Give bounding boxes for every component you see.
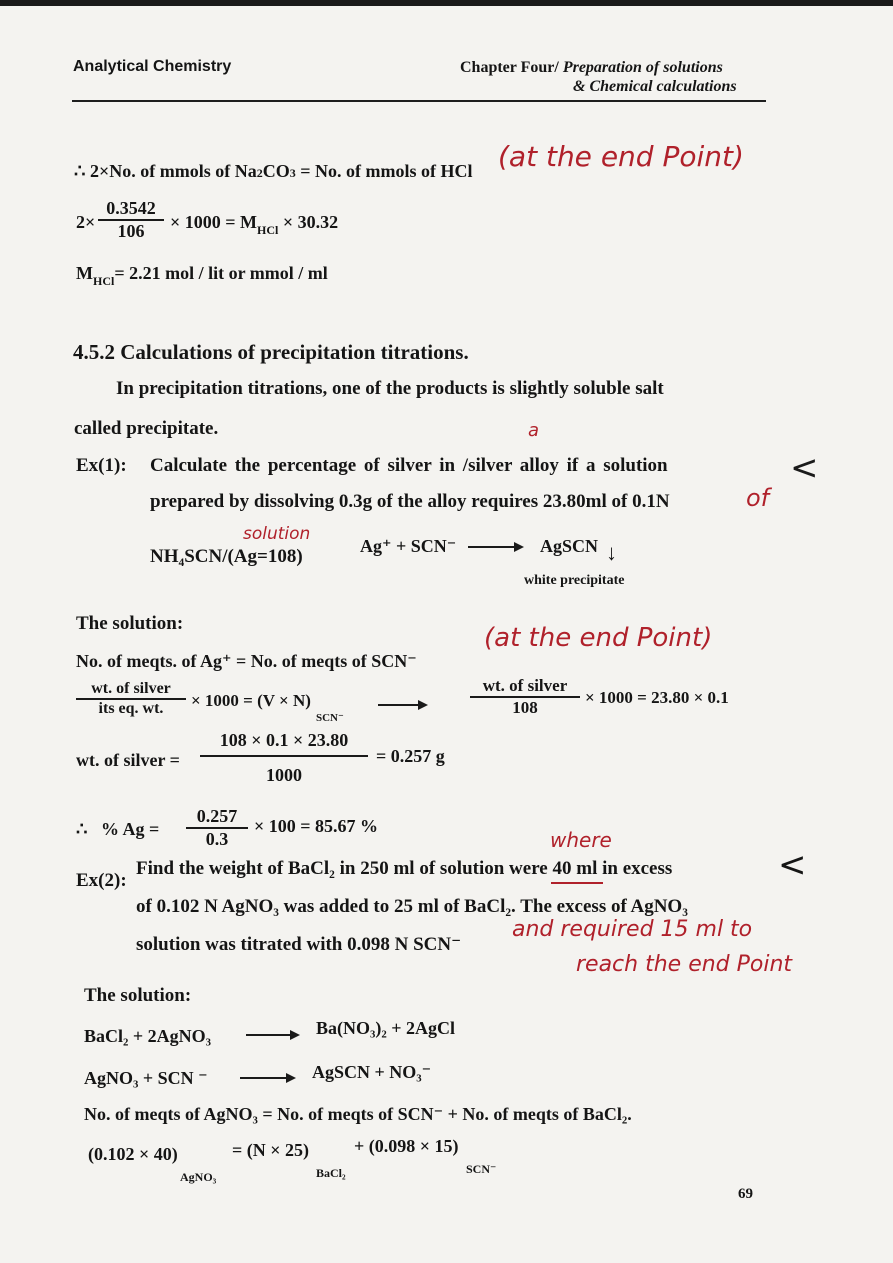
ex1-wt-den: 1000	[266, 765, 302, 785]
ex1-frac1-den: its eq. wt.	[98, 700, 164, 717]
handwritten-note-end-point-1: (at the end Point)	[498, 140, 744, 173]
header-chapter-label: Chapter Four/	[460, 59, 559, 76]
scan-top-border	[0, 0, 893, 6]
handwritten-note-required: and required 15 ml to	[512, 917, 753, 942]
ex2-rxn1-right: Ba(NO₃)₂ + 2AgCl	[316, 1018, 456, 1038]
ex2-rxn2-arrow	[240, 1077, 294, 1079]
header-rule	[72, 100, 766, 102]
ex2-final-c: + (0.098 × 15)	[354, 1136, 459, 1156]
calc-line-1-rest: = No. of mmols of HCl	[295, 161, 473, 181]
calc-line-2-denominator: 106	[117, 221, 145, 241]
ex1-frac2	[470, 676, 580, 718]
ex2-final-sub-c: SCN⁻	[466, 1162, 497, 1176]
calc-line-2-fraction	[98, 198, 164, 242]
page-number: 69	[738, 1186, 753, 1202]
ex1-reaction-right: AgSCN	[540, 536, 599, 556]
header-chapter-title-1: Preparation of solutions	[562, 59, 723, 76]
calc-line-2-mid: × 1000 = M	[170, 212, 258, 232]
ex1-frac2-den: 108	[512, 698, 538, 717]
ex1-meq-line: No. of meqts. of Ag⁺ = No. of meqts of SCN⁻	[76, 651, 417, 671]
ex1-label: Ex(1):	[76, 455, 127, 476]
header-chapter	[460, 59, 723, 77]
ex2-final-sub-b: BaCl₂	[316, 1166, 346, 1180]
section-title: 4.5.2 Calculations of precipitation titrations.	[73, 340, 469, 364]
check-mark-2: <	[778, 845, 807, 885]
ex1-pct-den: 0.3	[205, 829, 229, 849]
ex2-rxn2-right: AgSCN + NO₃⁻	[312, 1062, 432, 1082]
check-mark-1: <	[790, 448, 819, 488]
handwritten-note-end-point-2: (at the end Point)	[484, 623, 713, 653]
calc-line-1-prefix: ∴ 2×No. of mmols of Na	[74, 161, 257, 181]
handwritten-note-of: of	[746, 484, 770, 512]
ex2-final-b: = (N × 25)	[232, 1140, 310, 1160]
ex1-pct-result: × 100 = 85.67 %	[254, 816, 379, 836]
ex1-reaction-arrow	[468, 546, 522, 548]
calc-line-1-sub2: 3	[289, 166, 296, 180]
calc-line-1-sub1: 2	[256, 166, 263, 180]
header-chapter-title-2: & Chemical calculations	[573, 78, 737, 95]
ex1-pct-prefix: ∴ % Ag =	[76, 819, 160, 839]
ex1-wt-num: 108 × 0.1 × 23.80	[200, 730, 368, 757]
calc-line-1	[74, 161, 472, 182]
ex1-precipitate-note: white precipitate	[524, 573, 625, 588]
ex2-line-2: of 0.102 N AgNO₃ was added to 25 ml of BaCl₂. The excess of AgNO₃	[136, 896, 688, 917]
ex1-frac2-rest: × 1000 = 23.80 × 0.1	[585, 688, 729, 707]
ex2-solution-heading: The solution:	[84, 985, 192, 1006]
calc-line-1-mid: CO	[262, 161, 290, 181]
ex1-line-1: Calculate the percentage of silver in /silver alloy if a solution	[150, 455, 668, 476]
ex1-wt-fraction	[200, 730, 368, 786]
handwritten-note-reach-end: reach the end Point	[576, 952, 793, 977]
ex1-frac1	[76, 680, 186, 718]
section-intro-line-1: In precipitation titrations, one of the products is slightly soluble salt	[116, 378, 664, 399]
calc-line-2-end: × 30.32	[282, 212, 339, 232]
handwritten-note-solution: solution	[243, 524, 311, 544]
calc-line-3-m: M	[76, 263, 93, 283]
ex1-pct-fraction	[186, 806, 248, 850]
ex1-line-3: NH₄SCN/(Ag=108)	[150, 546, 303, 567]
ex2-rxn1-arrow	[246, 1034, 298, 1036]
ex1-line-2: prepared by dissolving 0.3g of the alloy requires 23.80ml of 0.1N	[150, 491, 670, 512]
ex2-line-1: Find the weight of BaCl₂ in 250 ml of solution were 40 ml in excess	[136, 858, 673, 879]
ex1-frac1-sub: SCN⁻	[316, 712, 344, 724]
ex1-wt-label: wt. of silver =	[76, 750, 180, 770]
calc-line-2-rest	[170, 212, 339, 237]
ex2-rxn1-left: BaCl₂ + 2AgNO₃	[84, 1026, 212, 1046]
ex2-meq-line: No. of meqts of AgNO₃ = No. of meqts of SCN⁻ + No. of meqts of BaCl₂.	[84, 1104, 632, 1124]
handwritten-note-a: a	[528, 420, 540, 441]
ex1-solution-heading: The solution:	[76, 613, 184, 634]
section-intro-line-2: called precipitate.	[74, 418, 219, 439]
calc-line-2-sub: HCl	[257, 223, 279, 237]
calc-line-3	[76, 263, 328, 288]
calc-line-2-prefix: 2×	[76, 212, 96, 232]
handwritten-underline-were	[551, 882, 603, 884]
ex2-final-sub-a: AgNO₃	[180, 1170, 217, 1184]
calc-line-3-sub: HCl	[93, 274, 115, 288]
ex1-reaction-left: Ag⁺ + SCN⁻	[360, 536, 457, 556]
ex2-label: Ex(2):	[76, 870, 127, 891]
precipitate-down-arrow-icon: ↓	[606, 540, 617, 565]
ex2-line-3: solution was titrated with 0.098 N SCN⁻	[136, 934, 462, 955]
ex2-final-a: (0.102 × 40)	[88, 1144, 178, 1164]
ex1-wt-result: = 0.257 g	[376, 746, 445, 766]
handwritten-note-where: where	[550, 828, 612, 852]
ex1-frac2-num: wt. of silver	[470, 676, 580, 698]
ex1-frac1-rest: × 1000 = (V × N)	[191, 691, 311, 710]
calc-line-3-rest: = 2.21 mol / lit or mmol / ml	[114, 263, 328, 283]
ex1-implies-arrow	[378, 704, 426, 706]
ex1-pct-num: 0.257	[186, 806, 248, 829]
header-book-title: Analytical Chemistry	[73, 58, 232, 75]
calc-line-2-numerator: 0.3542	[98, 198, 164, 221]
ex1-frac1-num: wt. of silver	[76, 680, 186, 700]
ex2-rxn2-left: AgNO₃ + SCN ⁻	[84, 1068, 208, 1088]
